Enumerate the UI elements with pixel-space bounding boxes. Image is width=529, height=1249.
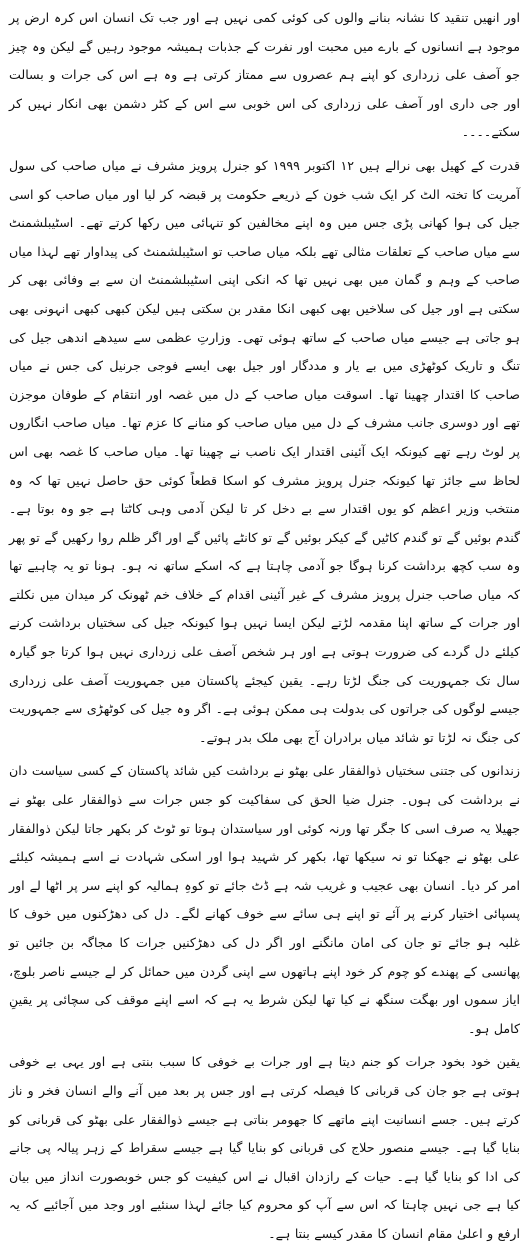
paragraph-4: یقین خود بخود جرات کو جنم دیتا ہے اور جرات بے خوفی کا سبب بنتی ہے اور یہی بے خوفی ہوتی ہے جو جان کی قربانی کا فیصلہ کرتی ہے اور جس پر بعد میں آنے والے انسان فخر و ناز کرتے ہیں۔ جسے انسانیت اپنے ماتھے کا جھومر بناتی ہے جیسے ذوالفقار علی بھٹو کی قربانی کو بنایا گیا ہے۔ جیسے منصور حلاج کی قربانی کو بنایا گیا ہے جیسے سقراط کے زہر پیالہ پی جانے کی ادا کو بنایا گیا ہے۔ حیات کے رازدان اقبال نے اس کیفیت کو جس خوبصورت انداز میں بیان کیا ہے جی نہیں چاہتا کہ اس سے آپ کو محروم کیا جائے لہذا سنئیے اور وجد میں آجائیے کہ یہ ارفع و اعلیٰ مقام انسان کا مقدر کیسے بنتا ہے۔ bbox=[9, 1054, 520, 1241]
paragraph-2: قدرت کے کھیل بھی نرالے ہیں ۱۲ اکتوبر ۱۹۹۹ کو جنرل پرویز مشرف نے میاں صاحب کی سول آمریت کا تختہ الٹ کر ایک شب خون کے ذریعے حکومت پر قبضہ کر لیا اور میاں صاحب کو اسی جیل کی ہوا کھانی پڑی جس میں وہ اپنے مخالفین کو تنہائی میں رکھا کرتے تھے۔ اسٹیبلشمنٹ سے میاں صاحب کے تعلقات مثالی تھے بلکہ میاں صاحب تو اسٹیبلشمنٹ کی پیداوار تھے لہذا میاں صاحب کے وہم و گمان میں بھی نہیں تھا کہ انکی اپنی اسٹیبلشمنٹ ان سے بے وفائی بھی کر سکتی ہے اور جیل کی سلاخیں بھی کبھی انکا مقدر بن سکتی ہیں لیکن کبھی کبھی انہونی بھی ہو جاتی ہے جیسے میاں صاحب کے ساتھ ہوئی تھی۔ وزارتِ عظمی سے سیدھے اندھی جیل کی تنگ و تاریک کوٹھڑی میں بے یار و مددگار اور جیل بھی ایسے فوجی جرنیل کی جس نے میاں صاحب کا اقتدار چھینا تھا۔ اسوقت میاں صاحب کے دل میں غصہ اور انتقام کے طوفان موجزن تھے اور دوسری جانب مشرف کے دل میں میاں صاحب کو منانے کا عزم تھا۔ میاں صاحب انگاروں پر لوٹ رہے تھے کیونکہ ایک آئینی اقتدار ایک ناصب نے چھینا تھا۔ میاں صاحب کا غصہ بھی اس لحاظ سے جائز تھا کیونکہ جنرل پرویز مشرف کو اسکا قطعاً کوئی حق حاصل نہیں تھا کہ وہ منتخب وزیر اعظم کو یوں اقتدار سے بے دخل کر تا لیکن آدمی وہی کاٹتا ہے جو وہ بوتا ہے۔ گندم بوئیں گے تو گندم کاٹیں گے کیکر بوئیں گے تو کانٹے پائیں گے اور اگر ظلم روا رکھیں گے تو پھر وہ سب کچھ برداشت کرنا ہوگا جو آدمی چاہتا ہے کہ اسکے ساتھ نہ ہو۔ ہونا تو یہ چاہیے تھا کہ میاں صاحب جنرل پرویز مشرف کے غیر آئینی اقدام کے خلاف خم ٹھونک کر میدان میں نکلتے اور جرات کے ساتھ اپنا مقدمہ لڑتے لیکن ایسا نہیں ہوا کیونکہ جیل کی سختیاں برداشت کرنے کیلئے دل گردے کی ضرورت ہوتی ہے اور ہر شخص آصف علی زرداری نہیں ہوا کرتا جو گیارہ سال تک جمہوریت کی جنگ لڑتا رہے۔ یقین کیجئے پاکستان میں جمہوریت آصف علی زرداری جیسے لوگوں کی جراتوں کی بدولت ہی ممکن ہوئی ہے۔ اگر وہ جیل کی کوٹھڑی سے جمہوریت کی جنگ نہ لڑتا تو شائد میاں برادران آج بھی ملک بدر ہوتے۔ bbox=[9, 157, 521, 745]
paragraph-1: اور انھیں تنقید کا نشانہ بنانے والوں کی کوئی کمی نہیں ہے اور جب تک انسان اس کرہ ارض پر موجود ہے انسانوں کے بارے میں محبت اور نفرت کے جذبات ہمیشہ موجود رہیں گے لیکن وہ چیز جو آصف علی زرداری کو اپنے ہم عصروں سے ممتاز کرتی ہے وہ ہے اس کی جرات و بسالت اور جی داری اور آصف علی زرداری کی اس خوبی سے اس کے کٹر دشمن بھی انکار نہیں کر سکتے۔۔۔۔ bbox=[9, 10, 520, 140]
paragraph-3: زندانوں کی جتنی سختیاں ذوالفقار علی بھٹو نے برداشت کیں شائد پاکستان کے کسی سیاست دان نے برداشت کی ہوں۔ جنرل ضیا الحق کی سفاکیت کو جس جرات سے ذوالفقار علی بھٹو نے جھیلا یہ صرف اسی کا جگر تھا ورنہ کوئی اور سیاستدان ہوتا تو ٹوٹ کر بکھر جاتا لیکن ذوالفقار علی بھٹو نے جھکنا تو نہ سیکھا تھا، بکھر کر شہید ہوا اور اسکی شہادت نے اسے ہمیشہ کیلئے امر کر دیا۔ انسان بھی عجیب و غریب شہ ہے ڈٹ جائے تو کوہِ ہمالیہ کو اپنے سر پر اٹھا لے اور پسپائی اختیار کرنے پر آئے تو اپنے ہی سائے سے خوف کھانے لگے۔ دل کی دھڑکنوں میں خوف کا غلبہ ہو جائے تو جان کی امان مانگنے اور اگر دل کی دھڑکنیں جرات کا مجاگہ بن جائیں تو پھانسی کے پھندے کو چوم کر خود اپنے ہاتھوں سے اپنی گردن میں حمائل کر لے جیسے ناصر بلوچ، ایاز سموں اور بھگت سنگھ نے کیا تھا لیکن شرط یہ ہے کہ اسے اپنے موقف کی سچائی پر یقینِ کامل ہو۔ bbox=[8, 763, 520, 1036]
